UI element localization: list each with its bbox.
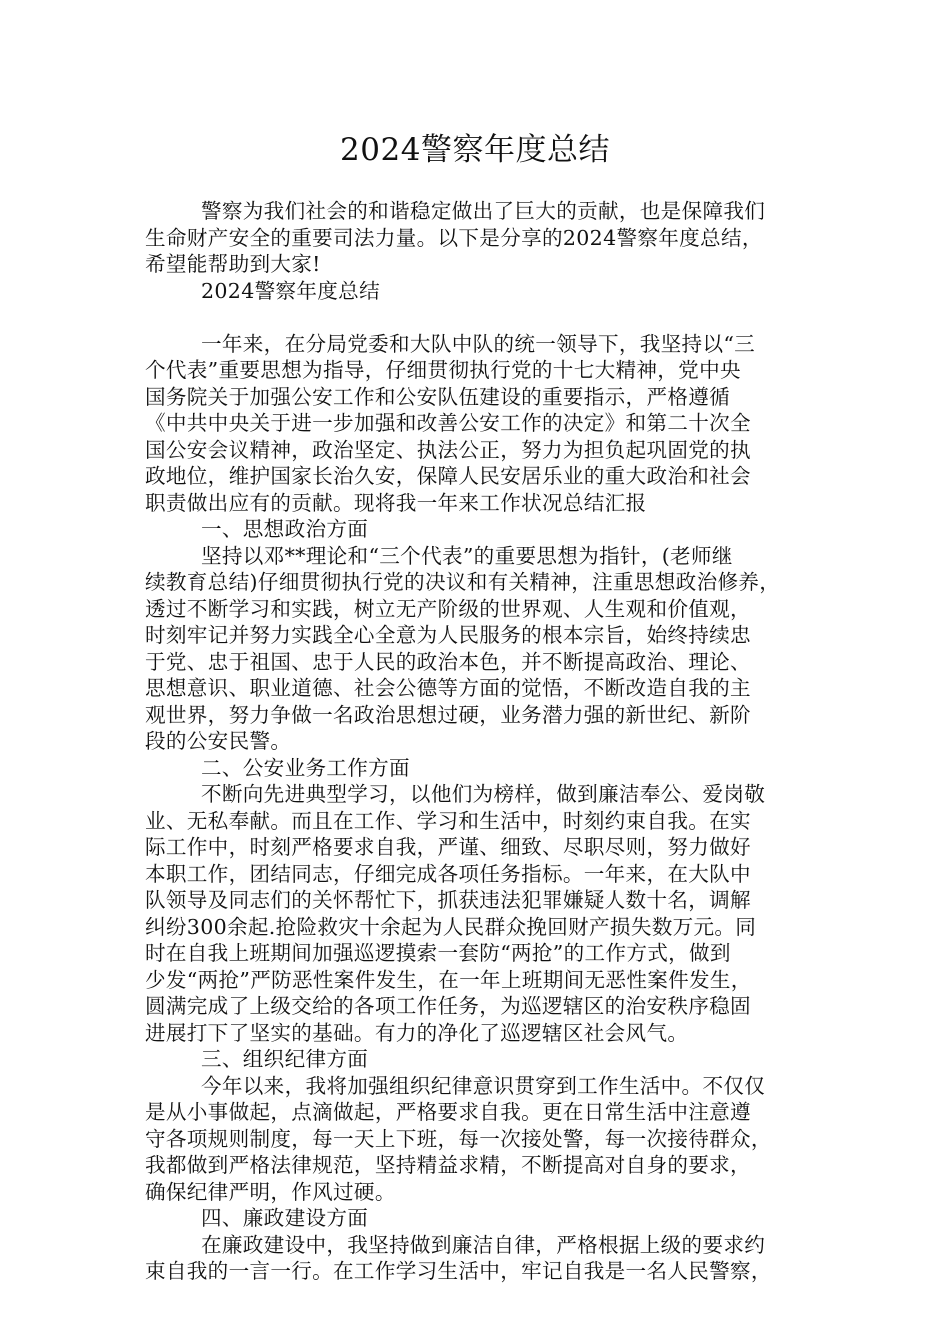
document-subtitle: 2024警察年度总结 bbox=[201, 278, 380, 303]
section-line: 守各项规则制度，每一天上下班，每一次接处警，每一次接待群众， bbox=[145, 1126, 772, 1151]
section-line: 坚持以邓**理论和“三个代表”的重要思想为指针，(老师继 bbox=[201, 543, 733, 568]
intro-line: 生命财产安全的重要司法力量。以下是分享的2024警察年度总结， bbox=[145, 225, 763, 250]
section-line: 圆满完成了上级交给的各项工作任务，为巡逻辖区的治安秩序稳固 bbox=[145, 994, 751, 1018]
section-line: 我都做到严格法律规范，坚持精益求精，不断提高对自身的要求， bbox=[145, 1153, 751, 1177]
section-line: 进展打下了坚实的基础。有力的净化了巡逻辖区社会风气。 bbox=[145, 1020, 689, 1045]
section-heading: 三、组织纪律方面 bbox=[201, 1047, 369, 1071]
section-line: 续教育总结)仔细贯彻执行党的决议和有关精神，注重思想政治修养， bbox=[145, 570, 781, 594]
section-line: 思想意识、职业道德、社会公德等方面的觉悟，不断改造自我的主 bbox=[145, 676, 751, 700]
intro-line: 警察为我们社会的和谐稳定做出了巨大的贡献，也是保障我们 bbox=[201, 199, 766, 223]
section-line: 业、无私奉献。而且在工作、学习和生活中，时刻约束自我。在实 bbox=[145, 808, 751, 833]
blank-line bbox=[145, 304, 813, 331]
opening-line: 《中共中央关于进一步加强和改善公安工作的决定》和第二十次全 bbox=[145, 411, 751, 435]
section-line: 时刻牢记并努力实践全心全意为人民服务的根本宗旨，始终持续忠 bbox=[145, 623, 751, 647]
section-heading: 二、公安业务工作方面 bbox=[201, 755, 410, 780]
opening-line: 国公安会议精神，政治坚定、执法公正，努力为担负起巩固党的执 bbox=[145, 437, 751, 462]
section-line: 段的公安民警。 bbox=[145, 729, 292, 753]
section-heading: 四、廉政建设方面 bbox=[201, 1206, 369, 1230]
section-line: 少发“两抢”严防恶性案件发生，在一年上班期间无恶性案件发生， bbox=[145, 967, 752, 992]
section-line: 本职工作，团结同志，仔细完成各项任务指标。一年来，在大队中 bbox=[145, 861, 751, 886]
opening-line: 国务院关于加强公安工作和公安队伍建设的重要指示，严格遵循 bbox=[145, 384, 731, 409]
opening-line: 个代表”重要思想为指导，仔细贯彻执行党的十七大精神，党中央 bbox=[145, 358, 741, 382]
section-line: 际工作中，时刻严格要求自我，严谨、细致、尽职尽则，努力做好 bbox=[145, 835, 751, 859]
intro-line: 希望能帮助到大家! bbox=[145, 252, 321, 276]
section-heading: 一、思想政治方面 bbox=[201, 517, 369, 541]
section-line: 不断向先进典型学习，以他们为榜样，做到廉洁奉公、爱岗敬 bbox=[201, 782, 766, 806]
section-line: 是从小事做起，点滴做起，严格要求自我。更在日常生活中注意遵 bbox=[145, 1100, 751, 1124]
section-line: 今年以来，我将加强组织纪律意识贯穿到工作生活中。不仅仅 bbox=[201, 1073, 766, 1098]
section-line: 于党、忠于祖国、忠于人民的政治本色，并不断提高政治、理论、 bbox=[145, 649, 751, 674]
section-line: 透过不断学习和实践，树立无产阶级的世界观、人生观和价值观， bbox=[145, 596, 751, 621]
opening-line: 职责做出应有的贡献。现将我一年来工作状况总结汇报 bbox=[145, 490, 647, 515]
section-line: 观世界，努力争做一名政治思想过硬，业务潜力强的新世纪、新阶 bbox=[145, 702, 751, 727]
opening-line: 一年来，在分局党委和大队中队的统一领导下，我坚持以“三 bbox=[201, 331, 756, 356]
section-line: 确保纪律严明，作风过硬。 bbox=[145, 1179, 396, 1204]
section-line: 队领导及同志们的关怀帮忙下，抓获违法犯罪嫌疑人数十名，调解 bbox=[145, 888, 751, 912]
section-line: 在廉政建设中，我坚持做到廉洁自律，严格根据上级的要求约 bbox=[201, 1232, 766, 1257]
section-line: 纠纷300余起.抢险救灾十余起为人民群众挽回财产损失数万元。同 bbox=[145, 914, 757, 939]
section-line: 时在自我上班期间加强巡逻摸索一套防“两抢”的工作方式，做到 bbox=[145, 941, 731, 965]
document-title: 2024警察年度总结 bbox=[340, 132, 610, 168]
document-body bbox=[145, 198, 813, 1285]
section-line: 束自我的一言一行。在工作学习生活中，牢记自我是一名人民警察， bbox=[145, 1259, 772, 1283]
opening-line: 政地位，维护国家长治久安，保障人民安居乐业的重大政治和社会 bbox=[145, 464, 751, 488]
